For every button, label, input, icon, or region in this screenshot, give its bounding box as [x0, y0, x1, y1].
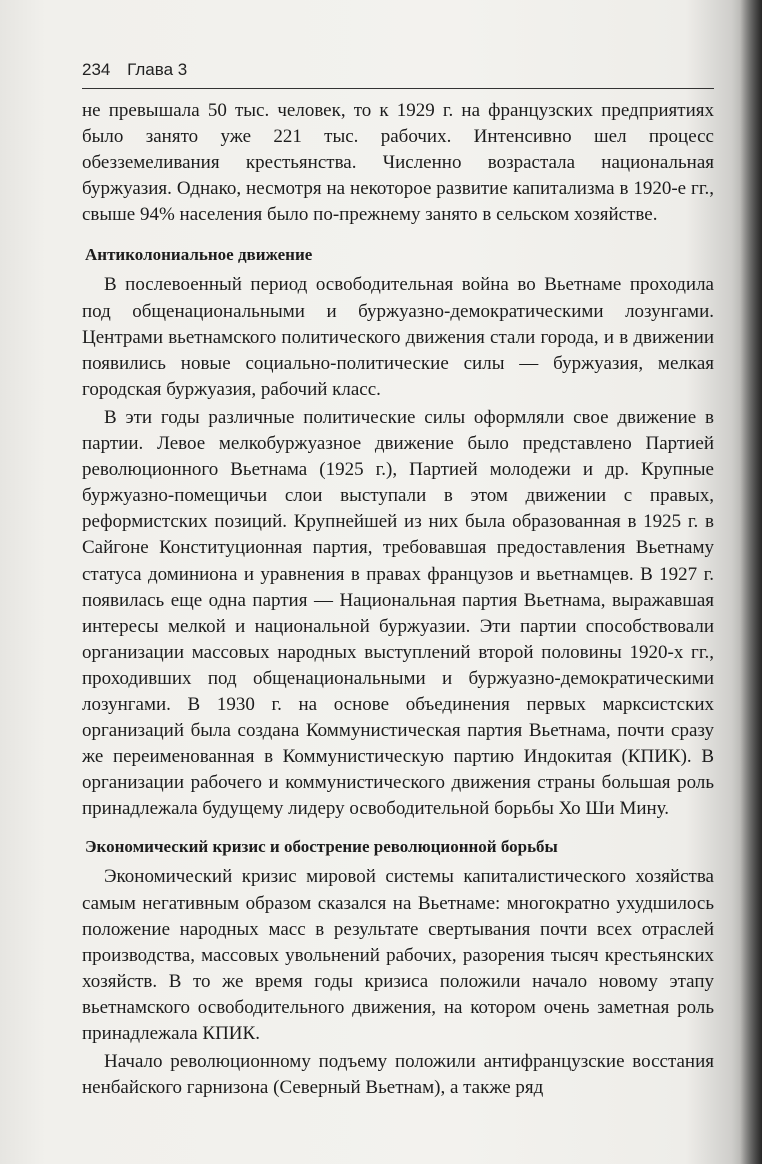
section-heading-economic-crisis: Экономический кризис и обострение революционной борьбы [85, 837, 558, 857]
paragraph: Начало революционному подъему положили антифранцузские восстания ненбайского гарнизона (Северный Вьетнам), а также ряд [82, 1051, 714, 1099]
header-rule [82, 88, 714, 89]
paragraph: Экономический кризис мировой системы капиталистического хозяйства самым негативным образом сказался на Вьетнаме: многократно ухудшилось положение народных масс в результате свертывания почти всех отраслей производства, массовых увольнений рабочих, разорения тысяч крестьянских хозяйств. В то же время годы кризиса положили начало новому этапу вьетнамского освободительного движения, на котором очень заметная роль принадлежала КПИК. [82, 866, 714, 1044]
chapter-label: Глава 3 [127, 60, 188, 79]
binding-shadow [740, 0, 762, 1164]
page-body [82, 98, 714, 1101]
paragraph: В эти годы различные политические силы оформляли свое движение в партии. Левое мелкобуржуазное движение было представлено Партией революционного Вьетнама (1925 г.), Партией молодежи и др. Крупные буржуазно-помещичьи слои выступали в этом движении с правых, реформистских позиций. Крупнейшей из них была образованная в 1925 г. в Сайгоне Конституционная партия, требовавшая предоставления Вьетнаму статуса доминиона и уравнения в правах французов и вьетнамцев. В 1927 г. появилась еще одна партия — Национальная партия Вьетнама, выражавшая интересы мелкой и национальной буржуазии. Эти партии способствовали организации массовых народных выступлений второй половины 1920-х гг., проходивших под общенациональными и буржуазно-демократическими лозунгами. В 1930 г. на основе объединения первых марксистских организаций была создана Коммунистическая партия Вьетнама, почти сразу же переименованная в Коммунистическую партию Индокитая (КПИК). В организации рабочего и коммунистического движения страны большая роль принадлежала будущему лидеру освободительной борьбы Хо Ши Мину. [82, 406, 714, 820]
paragraph: В послевоенный период освободительная война во Вьетнаме проходила под общенациональными и буржуазно-демократическими лозунгами. Центрами вьетнамского политического движения стали города, и в движении появились новые социально-политические силы — буржуазия, мелкая городская буржуазия, рабочий класс. [82, 274, 714, 400]
section-heading-anticolonial: Антиколониальное движение [85, 245, 313, 265]
page-number: 234 [82, 60, 111, 79]
paragraph-continued: не превышала 50 тыс. человек, то к 1929 г. на французских предприятиях было занято уже 221 тыс. рабочих. Интенсивно шел процесс обезземеливания крестьянства. Численно возрастала национальная буржуазия. Однако, несмотря на некоторое развитие капитализма в 1920-е гг., свыше 94% населения было по-прежнему занято в сельском хозяйстве. [82, 100, 714, 226]
running-header [82, 60, 714, 80]
